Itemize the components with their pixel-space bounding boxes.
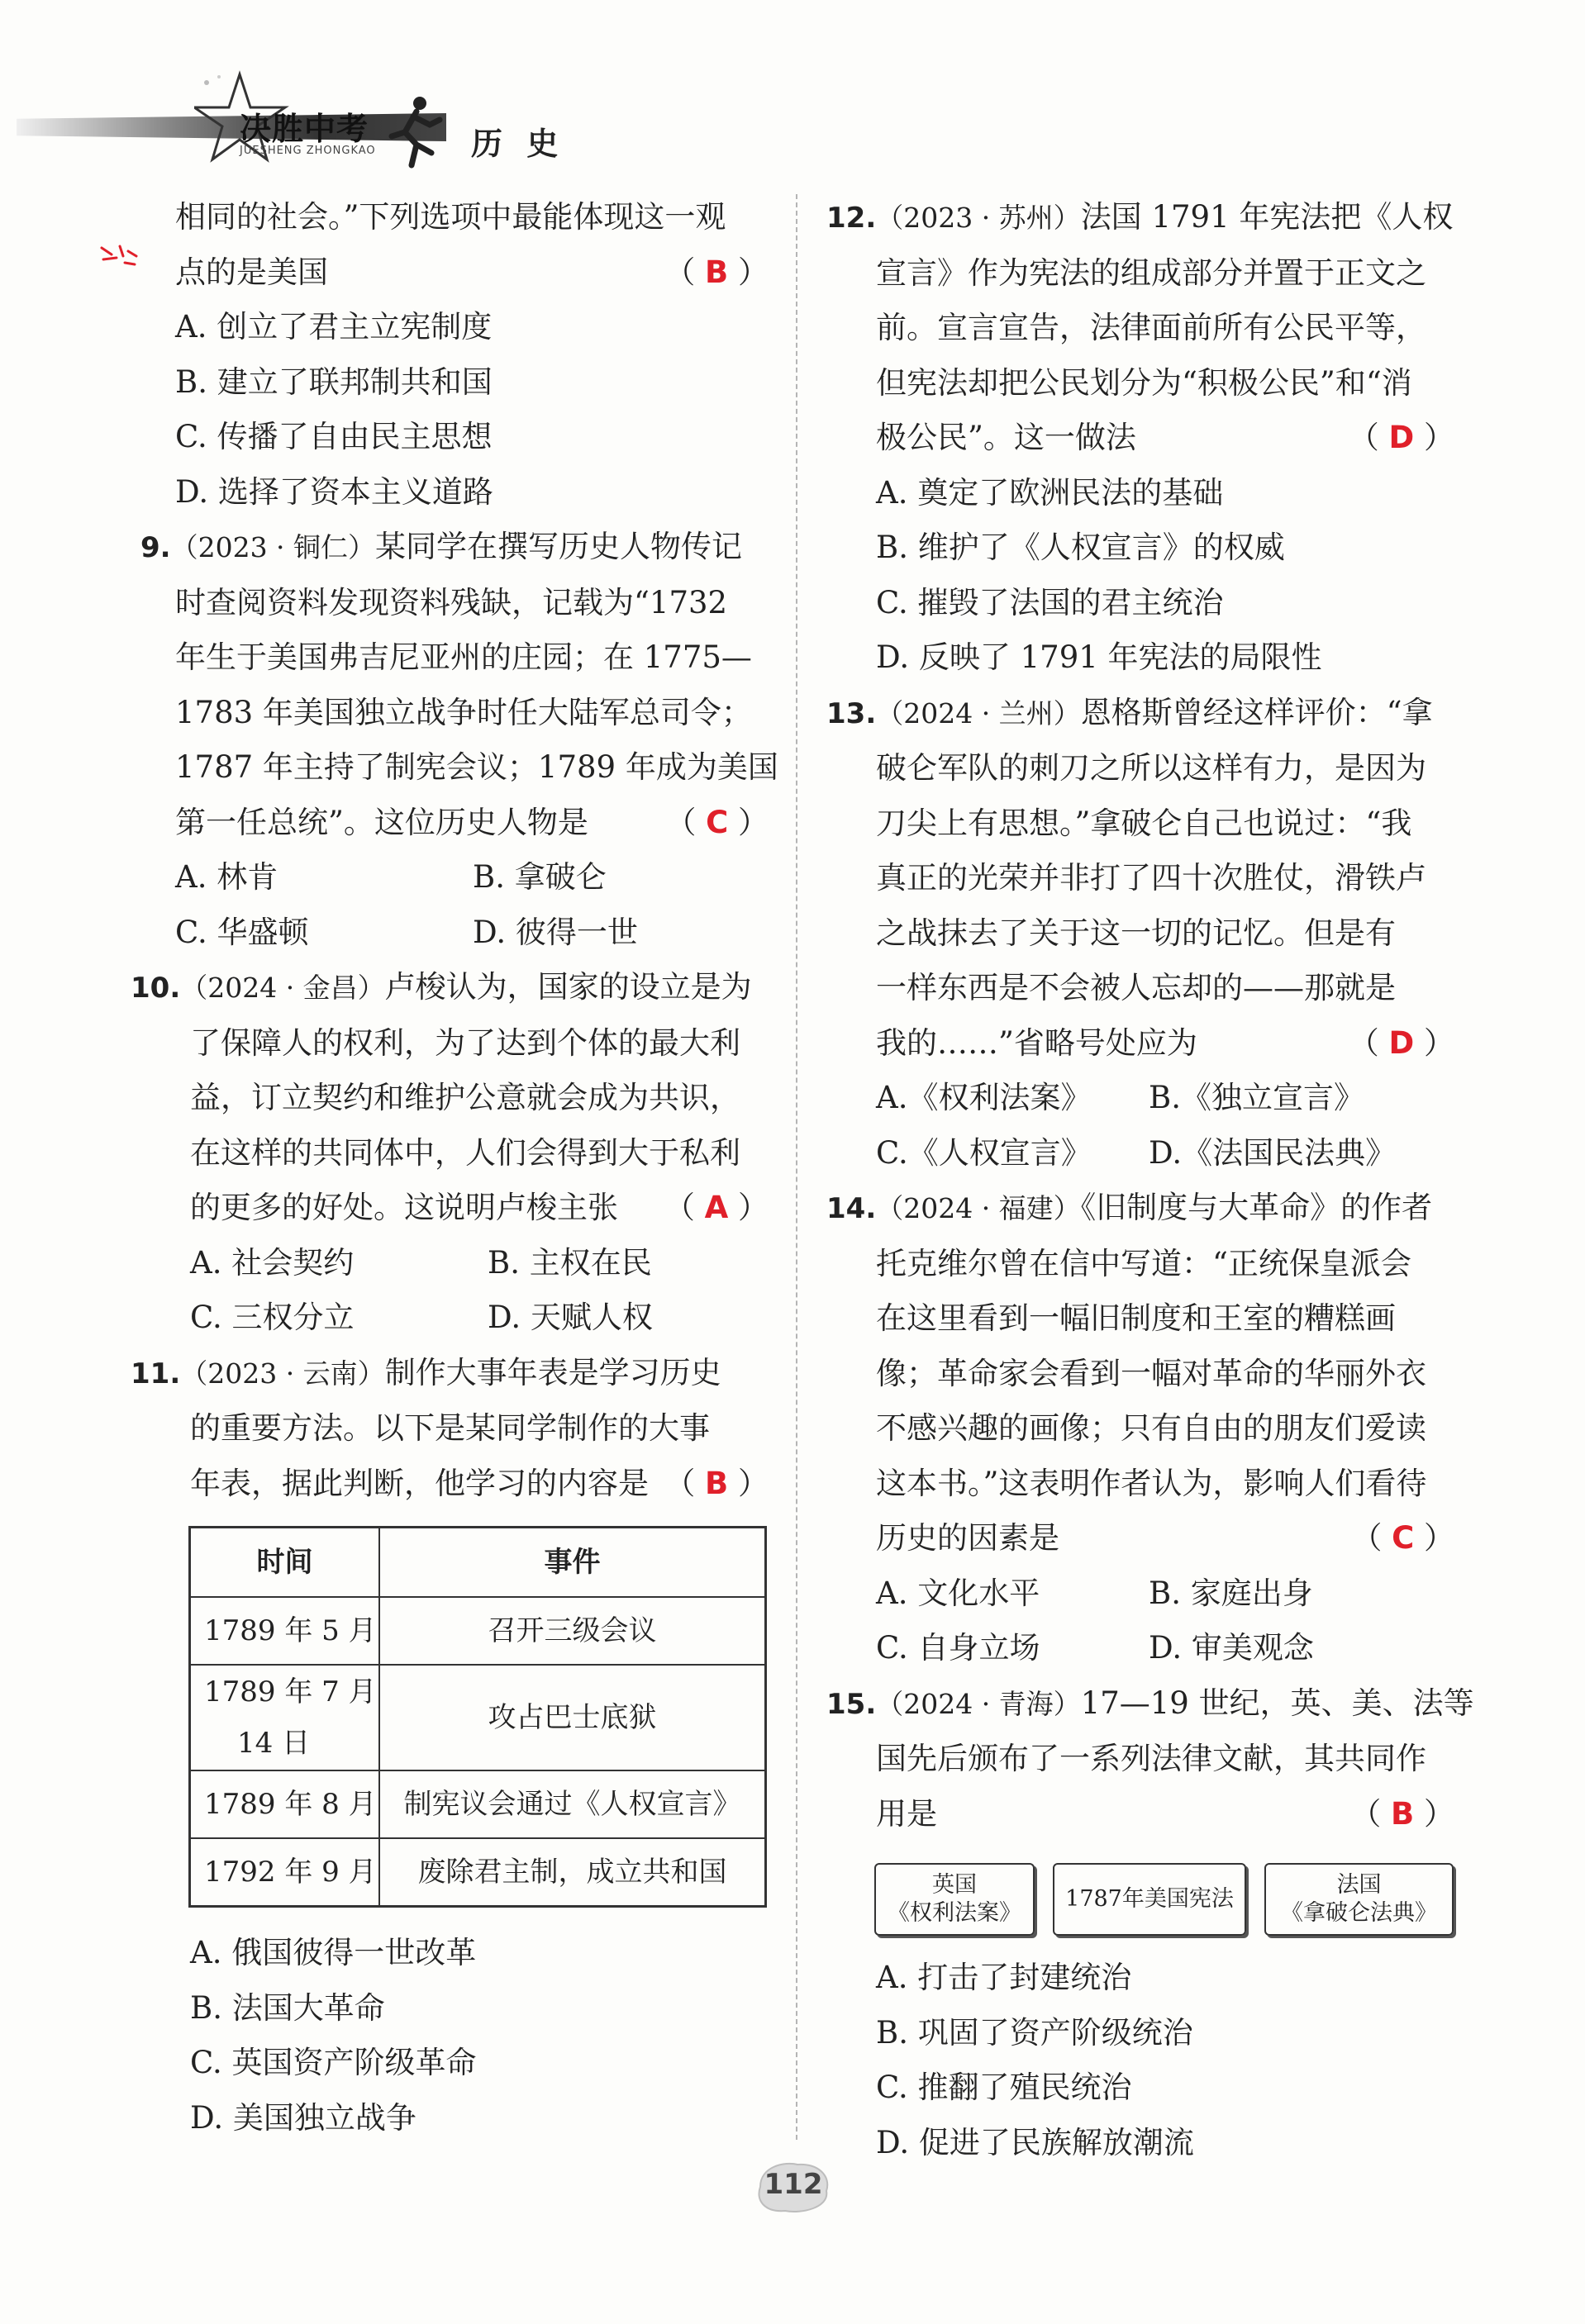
- right-column: [826, 190, 1474, 2170]
- answer-paren: （ D ）: [1348, 420, 1454, 455]
- brand-pinyin: JUESHENG ZHONGKAO: [240, 145, 376, 157]
- stem-line: 时查阅资料发现资料残缺，记载为“1732: [175, 584, 728, 620]
- option-a: A. 俄国彼得一世改革: [190, 1935, 477, 1970]
- answer-letter: C: [706, 804, 729, 840]
- column-divider: [796, 194, 797, 2140]
- time-line: 14 日: [237, 1727, 311, 1760]
- stem-line: 之战抹去了关于这一切的记忆。但是有: [876, 915, 1396, 951]
- question-source: （2024 · 金昌）: [180, 972, 385, 1004]
- question-number: 11.: [131, 1357, 181, 1390]
- option-c: C. 传播了自由民主思想: [175, 419, 493, 454]
- question-9: [140, 520, 778, 960]
- option-d: D. 选择了资本主义道路: [175, 473, 493, 510]
- option-d: D.《法国民法典》: [1149, 1134, 1397, 1171]
- stem-line: 一样东西是不会被人忘却的——那就是: [876, 970, 1396, 1005]
- page-number-badge: [752, 2158, 835, 2216]
- option-c: C. 英国资产阶级革命: [190, 2045, 477, 2080]
- answer-line: [826, 411, 1454, 466]
- option-a: A.《权利法案》: [876, 1080, 1092, 1115]
- table-header-event: 事件: [379, 1528, 766, 1598]
- table-cell-event: 废除君主制，成立共和国: [379, 1838, 766, 1907]
- answer-paren: （ B ）: [1350, 1795, 1454, 1832]
- option-b: B. 法国大革命: [190, 1989, 385, 2026]
- document-box: [1053, 1863, 1246, 1936]
- option-a: A. 文化水平: [876, 1575, 1040, 1611]
- question-12: [826, 190, 1454, 686]
- option-a: A. 打击了封建统治: [876, 1960, 1132, 1995]
- option-a: A. 林肯: [175, 859, 278, 895]
- table-row: [190, 1838, 766, 1907]
- question-number: 13.: [826, 696, 877, 730]
- document-line: 1787年美国宪法: [1065, 1886, 1234, 1912]
- option-b: B. 主权在民: [488, 1244, 652, 1281]
- table-cell-event: 召开三级会议: [379, 1597, 766, 1665]
- stem-line: 历史的因素是: [876, 1520, 1059, 1556]
- stem-line: 刀尖上有思想。”拿破仑自己也说过：“我: [876, 805, 1412, 841]
- option-d: D. 美国独立战争: [190, 2099, 416, 2136]
- stem-line: 破仑军队的刺刀之所以这样有力，是因为: [876, 750, 1426, 786]
- options-row: [140, 1236, 769, 1291]
- question-first-line: [826, 686, 1454, 742]
- options-row: [140, 850, 769, 905]
- question-first-line: [826, 1676, 1474, 1732]
- document-line: 法国: [1336, 1872, 1382, 1898]
- question-8: [140, 190, 769, 520]
- question-first-line: [826, 1181, 1454, 1237]
- option-d: D. 天赋人权: [488, 1300, 653, 1335]
- option-b: B. 拿破仑: [473, 859, 607, 895]
- stem-line: 某同学在撰写历史人物传记: [375, 529, 743, 564]
- table-cell-time: [190, 1665, 380, 1770]
- document-box: [874, 1863, 1035, 1936]
- options-row: [826, 1621, 1454, 1676]
- option-d: D. 反映了 1791 年宪法的局限性: [876, 639, 1322, 675]
- answer-letter: A: [704, 1190, 729, 1225]
- question-first-line: [131, 1346, 769, 1402]
- stem-line: 托克维尔曾在信中写道：“正统保皇派会: [876, 1245, 1411, 1281]
- table-cell-event: 制宪议会通过《人权宣言》: [379, 1770, 766, 1838]
- option-c: C. 三权分立: [190, 1300, 355, 1335]
- answer-paren: （ C ）: [1351, 1520, 1454, 1556]
- answer-line: [140, 1457, 769, 1512]
- stem-line: 第一任总统”。这位历史人物是: [175, 804, 588, 840]
- stem-line: 《旧制度与大革命》的作者: [1080, 1190, 1433, 1225]
- left-column: [131, 190, 778, 2146]
- question-number: 14.: [826, 1192, 877, 1225]
- answer-letter: B: [705, 1465, 729, 1501]
- answer-line: [826, 1787, 1454, 1842]
- stem-line: 用是: [876, 1795, 937, 1832]
- stem-line: 但宪法却把公民划分为“积极公民”和“消: [876, 364, 1412, 401]
- answer-paren: （ D ）: [1348, 1024, 1454, 1061]
- stem-line: 像；革命家会看到一幅对革命的华丽外衣: [876, 1355, 1426, 1391]
- table-cell-time: 1789 年 8 月: [190, 1770, 380, 1838]
- document-line: 英国: [932, 1872, 977, 1898]
- document-boxes: [874, 1863, 1454, 1936]
- runner-icon: [380, 95, 446, 169]
- question-11: [131, 1346, 769, 2146]
- question-number: 15.: [826, 1687, 877, 1721]
- question-source: （2024 · 兰州）: [876, 696, 1081, 730]
- stem-line: 的重要方法。以下是某同学制作的大事: [190, 1410, 710, 1446]
- stem-line: 相同的社会。”下列选项中最能体现这一观: [175, 199, 726, 235]
- option-c: C. 摧毁了法国的君主统治: [876, 584, 1224, 620]
- stem-line: 我的……”省略号处应为: [876, 1024, 1197, 1061]
- answer-paren: （ B ）: [664, 1465, 769, 1501]
- table-row: [190, 1665, 766, 1770]
- question-source: （2023 · 铜仁）: [170, 531, 376, 563]
- stem-line: 制作大事年表是学习历史: [384, 1354, 721, 1390]
- answer-letter: D: [1388, 1024, 1415, 1061]
- stem-line: 国先后颁布了一系列法律文献，其共同作: [876, 1741, 1426, 1776]
- option-c: C. 推翻了殖民统治: [876, 2070, 1132, 2105]
- stem-line: 年表，据此判断，他学习的内容是: [190, 1465, 649, 1501]
- stem-line: 在这样的共同体中，人们会得到大于私利: [190, 1134, 740, 1171]
- question-15: [826, 1676, 1474, 2171]
- stem-line: 法国 1791 年宪法把《人权: [1080, 199, 1454, 235]
- answer-paren: （ A ）: [664, 1190, 769, 1225]
- stem-line: 恩格斯曾经这样评价：“拿: [1080, 694, 1433, 730]
- brand-title: 决胜中考: [240, 111, 369, 147]
- answer-letter: D: [1388, 420, 1415, 455]
- question-source: （2023 · 云南）: [180, 1357, 385, 1390]
- option-b: B. 建立了联邦制共和国: [175, 364, 493, 400]
- question-number: 9.: [140, 531, 171, 564]
- options-row: [140, 1290, 769, 1346]
- stem-line: 1783 年美国独立战争时任大陆军总司令；: [175, 694, 752, 730]
- answer-line: [140, 245, 769, 301]
- stem-line: 前。宣言宣告，法律面前所有公民平等，: [876, 310, 1426, 345]
- question-first-line: [140, 520, 769, 576]
- question-first-line: [131, 960, 769, 1016]
- answer-letter: B: [705, 254, 729, 290]
- stem-line: 在这里看到一幅旧制度和王室的糟糕画: [876, 1300, 1396, 1336]
- option-a: A. 创立了君主立宪制度: [175, 309, 493, 345]
- options-row: [826, 1071, 1454, 1126]
- question-source: （2024 · 福建）: [876, 1192, 1081, 1224]
- option-b: B.《独立宣言》: [1149, 1080, 1364, 1115]
- stem-line: 17—19 世纪，英、美、法等: [1080, 1685, 1474, 1721]
- question-13: [826, 686, 1454, 1181]
- options-row: [826, 1126, 1454, 1181]
- answer-line: [140, 1181, 769, 1236]
- question-first-line: [826, 190, 1454, 246]
- question-source: （2024 · 青海）: [876, 1687, 1081, 1720]
- timeline-table: [188, 1526, 767, 1908]
- question-number: 10.: [131, 972, 181, 1005]
- stem-line: 真正的光荣并非打了四十次胜仗，滑铁卢: [876, 860, 1426, 896]
- option-b: B. 家庭出身: [1149, 1575, 1313, 1611]
- stem-line: 1787 年主持了制宪会议；1789 年成为美国: [175, 749, 778, 785]
- option-d: D. 彼得一世: [473, 914, 638, 950]
- answer-paren: （ B ）: [664, 254, 769, 290]
- red-mark-icon: [95, 240, 145, 273]
- stem-line: 这本书。”这表明作者认为，影响人们看待: [876, 1465, 1427, 1501]
- option-d: D. 审美观念: [1149, 1630, 1314, 1666]
- document-line: 《权利法案》: [888, 1900, 1021, 1926]
- question-source: （2023 · 苏州）: [876, 202, 1081, 234]
- question-14: [826, 1181, 1454, 1676]
- page-number: 112: [764, 2168, 823, 2201]
- answer-line: [140, 796, 769, 851]
- stem-line: 宣言》作为宪法的组成部分并置于正文之: [876, 254, 1426, 291]
- option-b: B. 巩固了资产阶级统治: [876, 2014, 1193, 2051]
- table-header-time: 时间: [190, 1528, 380, 1598]
- options-row: [826, 1566, 1454, 1622]
- page-header: [0, 70, 744, 178]
- table-row: [190, 1770, 766, 1838]
- stem-line: 卢梭认为，国家的设立是为: [384, 969, 752, 1005]
- stem-line: 的更多的好处。这说明卢梭主张: [190, 1190, 618, 1225]
- subject-label: 历 史: [471, 125, 565, 162]
- stem-line: 不感兴趣的画像；只有自由的朋友们爱读: [876, 1410, 1426, 1446]
- answer-letter: C: [1392, 1520, 1415, 1556]
- answer-letter: B: [1391, 1795, 1415, 1832]
- option-c: C. 自身立场: [876, 1630, 1040, 1666]
- stem-line: 点的是美国: [175, 254, 328, 290]
- table-cell-time: 1789 年 5 月: [190, 1597, 380, 1665]
- table-row: [190, 1597, 766, 1665]
- option-b: B. 维护了《人权宣言》的权威: [876, 530, 1285, 565]
- document-box: [1264, 1863, 1454, 1936]
- stem-line: 益，订立契约和维护公意就会成为共识，: [190, 1080, 740, 1115]
- answer-paren: （ C ）: [665, 804, 769, 840]
- time-line: 1789 年 7 月: [204, 1675, 377, 1709]
- question-number: 12.: [826, 202, 877, 235]
- document-line: 《拿破仑法典》: [1281, 1900, 1437, 1926]
- table-cell-time: 1792 年 9 月: [190, 1838, 380, 1907]
- stem-line: 年生于美国弗吉尼亚州的庄园；在 1775—: [175, 639, 752, 675]
- stem-line: 极公民”。这一做法: [876, 420, 1136, 455]
- option-c: C.《人权宣言》: [876, 1134, 1092, 1171]
- option-c: C. 华盛顿: [175, 914, 309, 950]
- option-a: A. 奠定了欧洲民法的基础: [876, 474, 1224, 511]
- options-row: [140, 905, 769, 961]
- table-cell-event: 攻占巴士底狱: [379, 1665, 766, 1770]
- answer-line: [826, 1511, 1454, 1566]
- option-a: A. 社会契约: [190, 1244, 355, 1281]
- question-10: [131, 960, 769, 1346]
- answer-line: [826, 1016, 1454, 1072]
- option-d: D. 促进了民族解放潮流: [876, 2124, 1194, 2160]
- stem-line: 了保障人的权利，为了达到个体的最大利: [190, 1024, 740, 1061]
